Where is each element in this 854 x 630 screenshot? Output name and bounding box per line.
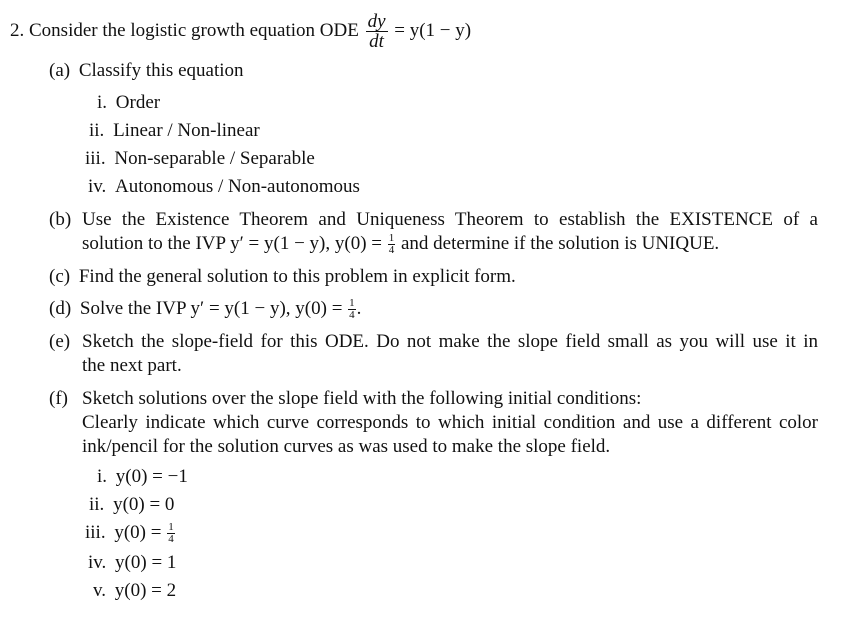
part-e-line-2: the next part. — [82, 355, 182, 376]
part-d — [49, 298, 361, 321]
fraction-numerator: 1 — [168, 521, 174, 534]
item-text: Linear / Non-linear — [113, 120, 260, 141]
part-d-fraction — [348, 298, 356, 321]
part-c-label: (c) — [49, 266, 71, 287]
ode-denominator: dt — [369, 31, 384, 52]
part-b-label: (b) — [49, 209, 72, 230]
part-b-line-2-post: and determine if the solution is UNIQUE. — [401, 233, 720, 254]
item-number: i. — [97, 466, 108, 487]
item-number: v. — [93, 580, 107, 601]
part-b-line-2-pre: solution to the IVP y′ = y(1 − y), y(0) = — [82, 233, 382, 254]
fraction-denominator: 4 — [168, 533, 174, 546]
part-f-item — [89, 494, 174, 516]
part-f-line-2: Clearly indicate which curve corresponds to which initial condition and use a different color — [82, 412, 818, 433]
part-a-item — [88, 176, 360, 198]
item-text: Non-separable / Separable — [114, 148, 315, 169]
part-f-line-1: Sketch solutions over the slope field with the following initial conditions: — [82, 388, 642, 409]
fraction-denominator: 4 — [349, 309, 355, 322]
part-d-pre: Solve the IVP y′ = y(1 − y), y(0) = — [79, 298, 343, 319]
item-number: iv. — [88, 552, 107, 573]
part-b-line-1: Use the Existence Theorem and Uniqueness Theorem to establish the EXISTENCE of a — [82, 209, 818, 230]
item-number: ii. — [89, 120, 105, 141]
part-a-label: (a) — [49, 60, 71, 81]
part-a-item — [97, 92, 160, 114]
ode-numerator: dy — [367, 11, 386, 32]
part-f-label: (f) — [49, 388, 68, 409]
ode-derivative-fraction — [366, 12, 388, 51]
part-b-fraction — [388, 233, 396, 256]
item-number: iv. — [88, 176, 107, 197]
part-d-label: (d) — [49, 298, 72, 319]
part-c — [49, 266, 516, 288]
item-number: ii. — [89, 494, 105, 515]
fraction-numerator: 1 — [349, 297, 355, 310]
part-a-item — [89, 120, 260, 142]
part-d-post: . — [356, 298, 362, 319]
part-b-line-2 — [82, 233, 719, 256]
part-a-item — [85, 148, 315, 170]
part-a-text: Classify this equation — [78, 60, 244, 81]
part-f-item — [97, 466, 188, 488]
part-f-item — [85, 522, 176, 545]
item-text: y(0) = 2 — [114, 580, 177, 601]
part-f-item — [88, 552, 176, 574]
problem-number: 2. — [10, 19, 25, 41]
part-a — [49, 60, 244, 82]
part-f-line-3: ink/pencil for the solution curves as was used to make the slope field. — [82, 436, 611, 457]
problem-intro: Consider the logistic growth equation ODE — [29, 19, 359, 41]
item-text: y(0) = — [114, 522, 162, 543]
part-c-text: Find the general solution to this problem in explicit form. — [78, 266, 516, 287]
ode-rhs: = y(1 − y) — [394, 19, 472, 41]
item-text: y(0) = 0 — [113, 494, 175, 515]
item-number: iii. — [85, 148, 106, 169]
fraction-denominator: 4 — [388, 244, 395, 257]
part-f-item — [93, 580, 176, 602]
item-number: iii. — [85, 522, 106, 543]
part-e-line-1: Sketch the slope-field for this ODE. Do not make the slope field small as you will use it in — [82, 331, 818, 352]
fraction-numerator: 1 — [388, 232, 395, 245]
item-text: Order — [115, 92, 161, 113]
item-number: i. — [97, 92, 108, 113]
item-text: y(0) = −1 — [115, 466, 188, 487]
part-e-label: (e) — [49, 331, 71, 352]
item-text: Autonomous / Non-autonomous — [115, 176, 360, 197]
item-fraction — [167, 522, 175, 545]
problem-header — [10, 12, 471, 51]
item-text: y(0) = 1 — [115, 552, 177, 573]
